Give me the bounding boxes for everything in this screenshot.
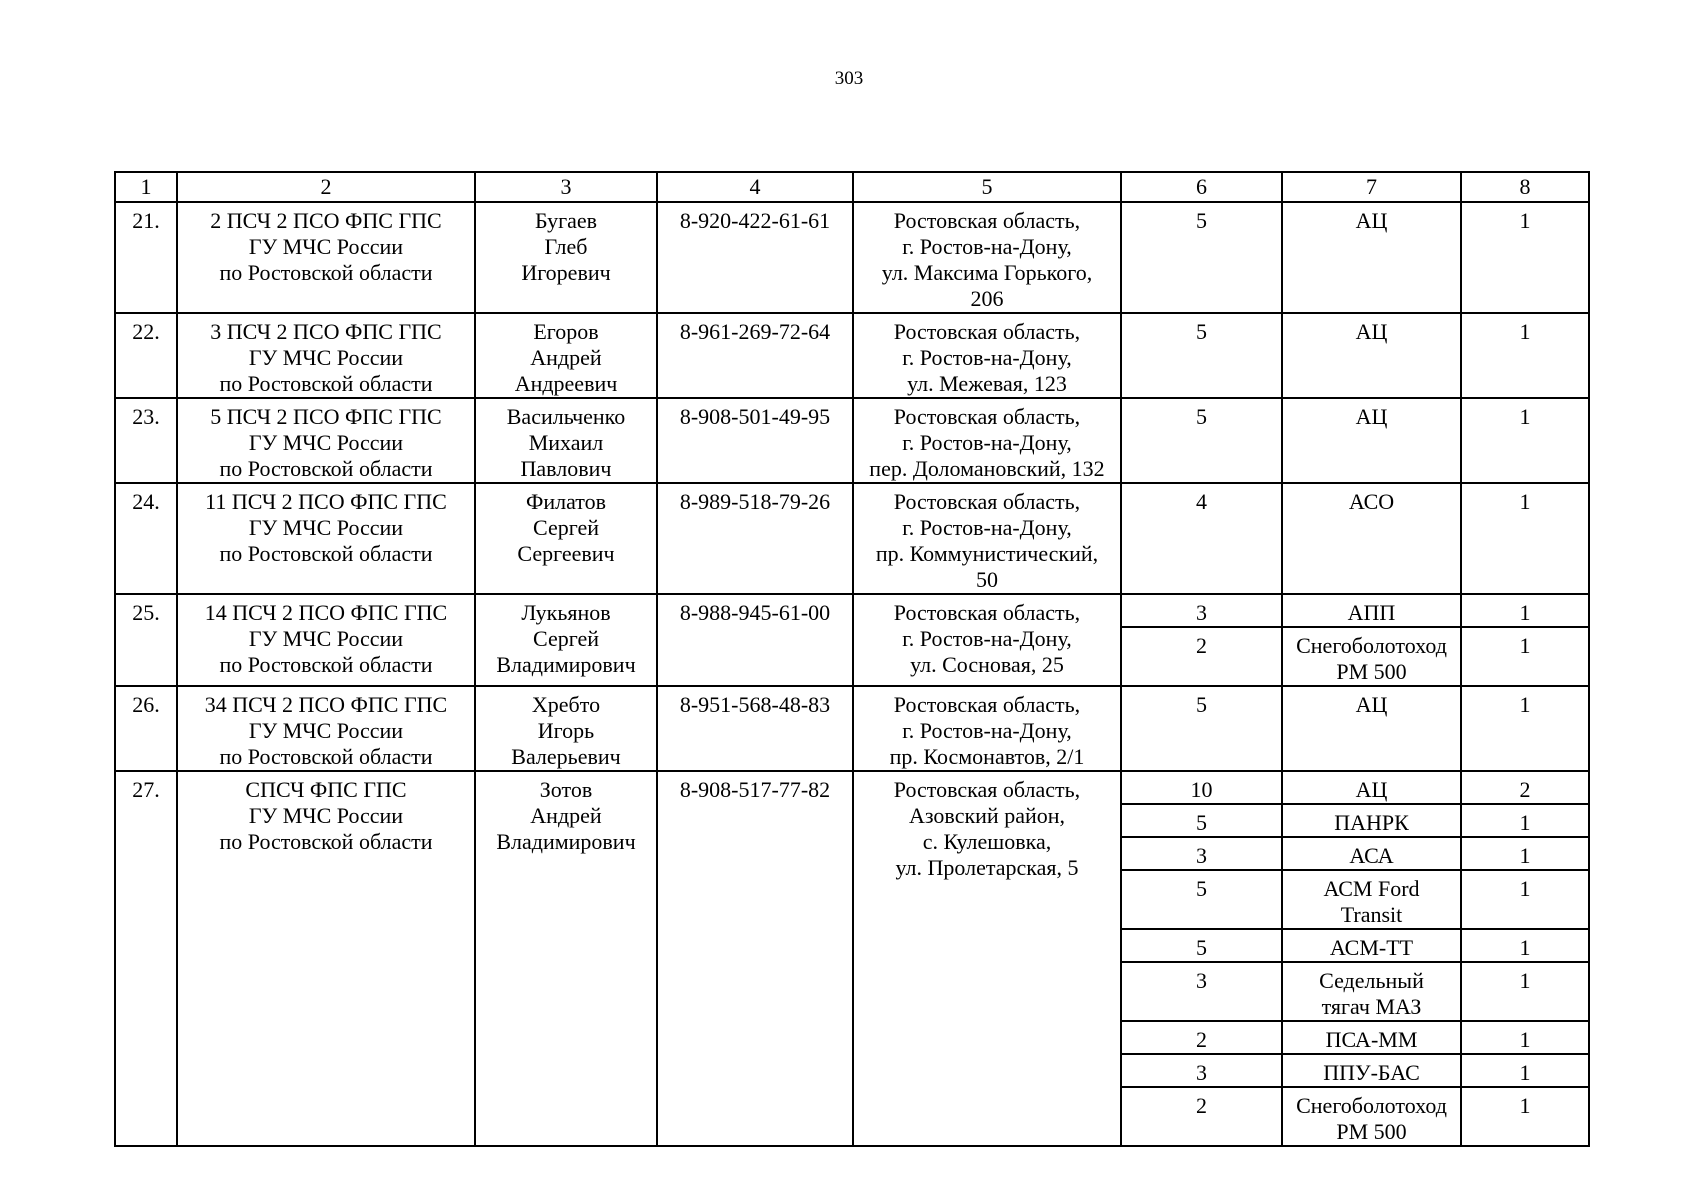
count-cell-text: 5 — [1196, 876, 1207, 901]
units-cell-text: 1 — [1519, 935, 1531, 960]
vehicle-type-cell — [1282, 483, 1461, 594]
address-cell-line: ул. Межевая, 123 — [907, 371, 1067, 396]
person-cell-line: Михаил — [528, 430, 604, 455]
count-cell-text: 5 — [1196, 935, 1207, 960]
count-cell — [1121, 398, 1282, 483]
person-cell — [475, 202, 657, 313]
address-cell-line: Ростовская область, — [893, 600, 1081, 625]
units-cell-text: 1 — [1519, 968, 1531, 993]
vehicle-type-cell-line: АЦ — [1355, 692, 1388, 717]
address-cell-line: Ростовская область, — [893, 208, 1081, 233]
data-table — [114, 171, 1590, 1147]
table-body — [115, 172, 1589, 1146]
header-row — [115, 172, 1589, 202]
row-number-text: 27. — [132, 777, 160, 802]
units-cell — [1461, 1087, 1589, 1146]
phone-cell — [657, 483, 853, 594]
count-cell-text: 3 — [1196, 968, 1207, 993]
phone-cell — [657, 202, 853, 313]
vehicle-type-cell — [1282, 1021, 1461, 1054]
phone-cell-text: 8-988-945-61-00 — [679, 600, 831, 625]
count-cell — [1121, 837, 1282, 870]
person-cell-line: Валерьевич — [511, 744, 621, 769]
person-cell-line: Филатов — [525, 489, 607, 514]
address-cell-line: г. Ростов-на-Дону, — [902, 626, 1072, 651]
vehicle-type-cell — [1282, 771, 1461, 804]
table-row — [115, 594, 1589, 627]
units-cell-text: 1 — [1519, 1027, 1531, 1052]
organization-cell-line: по Ростовской области — [219, 829, 433, 854]
address-cell — [853, 686, 1121, 771]
address-cell-line: г. Ростов-на-Дону, — [902, 234, 1072, 259]
organization-cell-line: по Ростовской области — [219, 744, 433, 769]
organization-cell-line: ГУ МЧС России — [248, 234, 404, 259]
person-cell-line: Игоревич — [521, 260, 611, 285]
organization-cell — [177, 202, 475, 313]
count-cell — [1121, 627, 1282, 686]
address-cell-line: Азовский район, — [908, 803, 1066, 828]
count-cell-text: 5 — [1196, 692, 1207, 717]
organization-cell-line: ГУ МЧС России — [248, 803, 404, 828]
column-header: 6 — [1121, 172, 1282, 202]
units-cell-text: 1 — [1519, 692, 1531, 717]
units-cell — [1461, 804, 1589, 837]
vehicle-type-cell — [1282, 398, 1461, 483]
organization-cell-line: по Ростовской области — [219, 456, 433, 481]
address-cell-line: Ростовская область, — [893, 489, 1081, 514]
table-row — [115, 398, 1589, 483]
count-cell — [1121, 202, 1282, 313]
vehicle-type-cell-line: АПП — [1347, 600, 1396, 625]
column-header: 3 — [475, 172, 657, 202]
vehicle-type-cell — [1282, 1054, 1461, 1087]
row-number-text: 24. — [132, 489, 160, 514]
person-cell-line: Сергеевич — [517, 541, 615, 566]
count-cell-text: 3 — [1196, 1060, 1207, 1085]
organization-cell-line: 14 ПСЧ 2 ПСО ФПС ГПС — [204, 600, 448, 625]
units-cell-text: 2 — [1519, 777, 1531, 802]
address-cell-line: Ростовская область, — [893, 777, 1081, 802]
units-cell-text: 1 — [1519, 489, 1531, 514]
phone-cell-text: 8-908-517-77-82 — [679, 777, 831, 802]
row-number — [115, 483, 177, 594]
person-cell-line: Павлович — [520, 456, 612, 481]
address-cell-line: Ростовская область, — [893, 692, 1081, 717]
person-cell-line: Хребто — [531, 692, 601, 717]
row-number-text: 21. — [132, 208, 160, 233]
vehicle-type-cell — [1282, 1087, 1461, 1146]
address-cell-line: ул. Пролетарская, 5 — [895, 855, 1079, 880]
organization-cell-line: ГУ МЧС России — [248, 515, 404, 540]
vehicle-type-cell-line: АСМ Ford — [1323, 876, 1420, 901]
organization-cell-line: 5 ПСЧ 2 ПСО ФПС ГПС — [210, 404, 442, 429]
vehicle-type-cell — [1282, 804, 1461, 837]
table-row — [115, 483, 1589, 594]
organization-cell-line: ГУ МЧС России — [248, 626, 404, 651]
address-cell — [853, 202, 1121, 313]
address-cell-line: ул. Максима Горького, — [881, 260, 1093, 285]
vehicle-type-cell — [1282, 627, 1461, 686]
address-cell-line: пр. Космонавтов, 2/1 — [889, 744, 1085, 769]
count-cell — [1121, 870, 1282, 929]
person-cell-line: Сергей — [533, 626, 599, 651]
vehicle-type-cell — [1282, 686, 1461, 771]
phone-cell — [657, 686, 853, 771]
count-cell — [1121, 962, 1282, 1021]
vehicle-type-cell-line: АЦ — [1355, 404, 1388, 429]
phone-cell-text: 8-961-269-72-64 — [679, 319, 831, 344]
column-header: 8 — [1461, 172, 1589, 202]
count-cell — [1121, 686, 1282, 771]
row-number — [115, 594, 177, 686]
count-cell — [1121, 1054, 1282, 1087]
vehicle-type-cell-line: РМ 500 — [1336, 659, 1407, 684]
vehicle-type-cell-line: ППУ-БАС — [1323, 1060, 1420, 1085]
person-cell — [475, 686, 657, 771]
phone-cell-text: 8-908-501-49-95 — [679, 404, 831, 429]
person-cell — [475, 594, 657, 686]
count-cell — [1121, 929, 1282, 962]
row-number — [115, 313, 177, 398]
column-header: 4 — [657, 172, 853, 202]
vehicle-type-cell-line: Седельный — [1319, 968, 1424, 993]
organization-cell-line: ГУ МЧС России — [248, 345, 404, 370]
vehicle-type-cell-line: Снегоболотоход — [1296, 1093, 1447, 1118]
count-cell-text: 10 — [1190, 777, 1213, 802]
units-cell — [1461, 771, 1589, 804]
units-cell — [1461, 627, 1589, 686]
count-cell — [1121, 1087, 1282, 1146]
row-number-text: 25. — [132, 600, 160, 625]
units-cell — [1461, 398, 1589, 483]
units-cell-text: 1 — [1519, 600, 1531, 625]
units-cell — [1461, 929, 1589, 962]
phone-cell-text: 8-951-568-48-83 — [679, 692, 831, 717]
organization-cell — [177, 686, 475, 771]
organization-cell — [177, 483, 475, 594]
units-cell — [1461, 483, 1589, 594]
page-number: 303 — [834, 68, 864, 89]
organization-cell — [177, 398, 475, 483]
address-cell — [853, 483, 1121, 594]
table-row — [115, 202, 1589, 313]
organization-cell-line: по Ростовской области — [219, 652, 433, 677]
person-cell — [475, 771, 657, 1146]
row-number — [115, 398, 177, 483]
count-cell — [1121, 771, 1282, 804]
address-cell-line: пр. Коммунистический, — [875, 541, 1099, 566]
table-row — [115, 313, 1589, 398]
person-cell-line: Владимирович — [496, 652, 636, 677]
units-cell — [1461, 313, 1589, 398]
address-cell-line: Ростовская область, — [893, 404, 1081, 429]
vehicle-type-cell-line: АЦ — [1355, 319, 1388, 344]
vehicle-type-cell-line: тягач МАЗ — [1321, 994, 1422, 1019]
address-cell-line: с. Кулешовка, — [922, 829, 1052, 854]
organization-cell-line: 2 ПСЧ 2 ПСО ФПС ГПС — [210, 208, 442, 233]
units-cell-text: 1 — [1519, 876, 1531, 901]
organization-cell — [177, 313, 475, 398]
count-cell-text: 5 — [1196, 319, 1207, 344]
vehicle-type-cell — [1282, 962, 1461, 1021]
vehicle-type-cell-line: АЦ — [1355, 777, 1388, 802]
address-cell-line: ул. Сосновая, 25 — [910, 652, 1064, 677]
vehicle-type-cell-line: РМ 500 — [1336, 1119, 1407, 1144]
organization-cell-line: по Ростовской области — [219, 541, 433, 566]
address-cell-line: пер. Доломановский, 132 — [869, 456, 1105, 481]
person-cell-line: Владимирович — [496, 829, 636, 854]
units-cell — [1461, 870, 1589, 929]
count-cell — [1121, 1021, 1282, 1054]
organization-cell-line: 34 ПСЧ 2 ПСО ФПС ГПС — [204, 692, 448, 717]
vehicle-type-cell — [1282, 870, 1461, 929]
address-cell-line: 206 — [970, 286, 1004, 311]
person-cell — [475, 398, 657, 483]
row-number-text: 26. — [132, 692, 160, 717]
vehicle-type-cell-line: АСА — [1349, 843, 1394, 868]
person-cell-line: Андреевич — [514, 371, 618, 396]
phone-cell — [657, 398, 853, 483]
units-cell-text: 1 — [1519, 208, 1531, 233]
count-cell — [1121, 804, 1282, 837]
vehicle-type-cell-line: АСО — [1348, 489, 1395, 514]
organization-cell-line: ГУ МЧС России — [248, 430, 404, 455]
count-cell — [1121, 594, 1282, 627]
units-cell-text: 1 — [1519, 1060, 1531, 1085]
count-cell-text: 4 — [1196, 489, 1207, 514]
organization-cell — [177, 594, 475, 686]
organization-cell-line: 11 ПСЧ 2 ПСО ФПС ГПС — [205, 489, 447, 514]
person-cell-line: Глеб — [544, 234, 588, 259]
table-row — [115, 771, 1589, 804]
count-cell-text: 5 — [1196, 404, 1207, 429]
units-cell-text: 1 — [1519, 1093, 1531, 1118]
vehicle-type-cell — [1282, 929, 1461, 962]
person-cell-line: Васильченко — [506, 404, 626, 429]
organization-cell-line: ГУ МЧС России — [248, 718, 404, 743]
person-cell — [475, 483, 657, 594]
person-cell-line: Бугаев — [534, 208, 598, 233]
table-row — [115, 686, 1589, 771]
row-number — [115, 686, 177, 771]
units-cell — [1461, 962, 1589, 1021]
count-cell — [1121, 483, 1282, 594]
count-cell-text: 2 — [1196, 1027, 1207, 1052]
units-cell — [1461, 202, 1589, 313]
phone-cell-text: 8-920-422-61-61 — [679, 208, 831, 233]
address-cell-line: г. Ростов-на-Дону, — [902, 515, 1072, 540]
address-cell — [853, 313, 1121, 398]
count-cell-text: 2 — [1196, 1093, 1207, 1118]
count-cell-text: 3 — [1196, 843, 1207, 868]
units-cell — [1461, 837, 1589, 870]
vehicle-type-cell — [1282, 837, 1461, 870]
address-cell-line: 50 — [976, 567, 998, 592]
person-cell-line: Зотов — [539, 777, 593, 802]
address-cell — [853, 771, 1121, 1146]
address-cell-line: г. Ростов-на-Дону, — [902, 718, 1072, 743]
person-cell-line: Андрей — [530, 345, 602, 370]
units-cell-text: 1 — [1519, 843, 1531, 868]
vehicle-type-cell — [1282, 313, 1461, 398]
person-cell-line: Игорь — [537, 718, 595, 743]
count-cell-text: 5 — [1196, 208, 1207, 233]
person-cell-line: Лукьянов — [521, 600, 611, 625]
organization-cell-line: по Ростовской области — [219, 371, 433, 396]
vehicle-type-cell-line: АЦ — [1355, 208, 1388, 233]
row-number — [115, 771, 177, 1146]
phone-cell — [657, 594, 853, 686]
person-cell-line: Сергей — [533, 515, 599, 540]
vehicle-type-cell-line: ПСА-ММ — [1325, 1027, 1418, 1052]
column-header: 2 — [177, 172, 475, 202]
count-cell-text: 5 — [1196, 810, 1207, 835]
column-header: 5 — [853, 172, 1121, 202]
vehicle-type-cell — [1282, 594, 1461, 627]
row-number-text: 22. — [132, 319, 160, 344]
vehicle-type-cell-line: АСМ-ТТ — [1329, 935, 1414, 960]
phone-cell — [657, 771, 853, 1146]
row-number-text: 23. — [132, 404, 160, 429]
person-cell-line: Егоров — [533, 319, 599, 344]
vehicle-type-cell-line: Transit — [1340, 902, 1403, 927]
address-cell — [853, 398, 1121, 483]
phone-cell — [657, 313, 853, 398]
vehicle-type-cell-line: Снегоболотоход — [1296, 633, 1447, 658]
units-cell — [1461, 1021, 1589, 1054]
phone-cell-text: 8-989-518-79-26 — [679, 489, 831, 514]
count-cell-text: 2 — [1196, 633, 1207, 658]
row-number — [115, 202, 177, 313]
units-cell-text: 1 — [1519, 404, 1531, 429]
organization-cell-line: 3 ПСЧ 2 ПСО ФПС ГПС — [210, 319, 442, 344]
column-header: 7 — [1282, 172, 1461, 202]
units-cell — [1461, 594, 1589, 627]
vehicle-type-cell-line: ПАНРК — [1334, 810, 1409, 835]
organization-cell-line: по Ростовской области — [219, 260, 433, 285]
person-cell — [475, 313, 657, 398]
address-cell — [853, 594, 1121, 686]
vehicle-type-cell — [1282, 202, 1461, 313]
count-cell-text: 3 — [1196, 600, 1207, 625]
address-cell-line: Ростовская область, — [893, 319, 1081, 344]
organization-cell-line: СПСЧ ФПС ГПС — [245, 777, 407, 802]
address-cell-line: г. Ростов-на-Дону, — [902, 430, 1072, 455]
count-cell — [1121, 313, 1282, 398]
organization-cell — [177, 771, 475, 1146]
person-cell-line: Андрей — [530, 803, 602, 828]
units-cell — [1461, 686, 1589, 771]
column-header: 1 — [115, 172, 177, 202]
units-cell-text: 1 — [1519, 319, 1531, 344]
units-cell-text: 1 — [1519, 633, 1531, 658]
units-cell-text: 1 — [1519, 810, 1531, 835]
units-cell — [1461, 1054, 1589, 1087]
address-cell-line: г. Ростов-на-Дону, — [902, 345, 1072, 370]
